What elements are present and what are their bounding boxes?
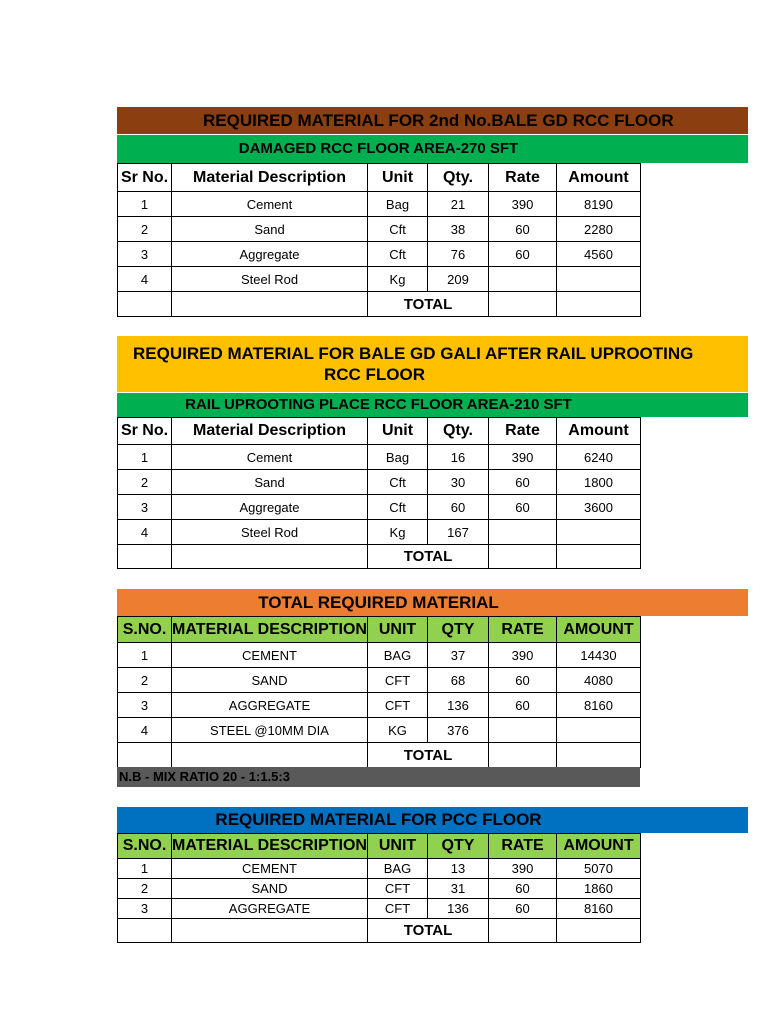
empty-cell [118, 292, 172, 317]
cell-amount: 6240 [557, 445, 641, 470]
cell-qty: 76 [428, 242, 489, 267]
cell-amount: 4080 [557, 668, 641, 693]
cell-qty: 30 [428, 470, 489, 495]
section2-title-line2: RCC FLOOR [323, 365, 426, 384]
section1-title-banner [117, 107, 748, 134]
empty-cell [489, 743, 557, 768]
cell-description: Sand [172, 470, 368, 495]
section1-title: REQUIRED MATERIAL FOR 2nd No.BALE GD RCC FLOOR [203, 111, 674, 130]
header-unit: UNIT [368, 617, 428, 643]
cell-qty: 376 [428, 718, 489, 743]
empty-cell [172, 292, 368, 317]
empty-cell [118, 545, 172, 569]
total-row [118, 743, 641, 768]
header-amount: AMOUNT [557, 834, 641, 859]
cell-rate [489, 718, 557, 743]
empty-cell [489, 292, 557, 317]
table-row [118, 242, 641, 267]
section4-table [117, 833, 641, 943]
table-row [118, 859, 641, 879]
cell-rate: 60 [489, 495, 557, 520]
section3-title: TOTAL REQUIRED MATERIAL [258, 593, 499, 612]
cell-unit: BAG [368, 859, 428, 879]
total-label: TOTAL [368, 743, 489, 768]
cell-sr: 3 [118, 495, 172, 520]
cell-qty: 209 [428, 267, 489, 292]
header-rate: RATE [489, 834, 557, 859]
section2-title-banner [117, 336, 748, 392]
header-amount: Amount [557, 418, 641, 445]
header-qty: Qty. [428, 418, 489, 445]
table-row [118, 445, 641, 470]
cell-rate: 390 [489, 643, 557, 668]
table-row [118, 899, 641, 919]
mix-ratio-note [117, 767, 640, 787]
cell-rate: 390 [489, 859, 557, 879]
section1-table [117, 163, 641, 317]
section2-subtitle: RAIL UPROOTING PLACE RCC FLOOR AREA-210 SFT [185, 396, 572, 413]
empty-cell [489, 545, 557, 569]
cell-rate: 60 [489, 879, 557, 899]
table-header-row [118, 164, 641, 192]
table-row [118, 520, 641, 545]
cell-rate: 60 [489, 668, 557, 693]
cell-unit: Bag [368, 192, 428, 217]
cell-sr: 3 [118, 693, 172, 718]
cell-qty: 60 [428, 495, 489, 520]
empty-cell [489, 919, 557, 943]
cell-description: STEEL @10MM DIA [172, 718, 368, 743]
empty-cell [557, 545, 641, 569]
cell-qty: 136 [428, 899, 489, 919]
cell-qty: 37 [428, 643, 489, 668]
cell-description: Steel Rod [172, 520, 368, 545]
cell-sr: 1 [118, 859, 172, 879]
cell-description: Steel Rod [172, 267, 368, 292]
cell-unit: KG [368, 718, 428, 743]
cell-unit: Kg [368, 267, 428, 292]
cell-unit: Bag [368, 445, 428, 470]
header-sr: S.NO. [118, 834, 172, 859]
table-row [118, 668, 641, 693]
cell-description: SAND [172, 879, 368, 899]
cell-description: Aggregate [172, 495, 368, 520]
cell-description: AGGREGATE [172, 899, 368, 919]
cell-amount: 8160 [557, 899, 641, 919]
header-unit: Unit [368, 418, 428, 445]
table-row [118, 879, 641, 899]
header-unit: Unit [368, 164, 428, 192]
cell-amount: 1860 [557, 879, 641, 899]
cell-amount: 2280 [557, 217, 641, 242]
total-row [118, 292, 641, 317]
cell-sr: 3 [118, 899, 172, 919]
cell-rate: 390 [489, 192, 557, 217]
cell-sr: 4 [118, 267, 172, 292]
cell-amount [557, 520, 641, 545]
table-row [118, 643, 641, 668]
cell-unit: BAG [368, 643, 428, 668]
cell-amount: 4560 [557, 242, 641, 267]
header-rate: Rate [489, 418, 557, 445]
cell-sr: 2 [118, 470, 172, 495]
section3-title-banner [117, 589, 748, 616]
cell-amount [557, 718, 641, 743]
cell-qty: 167 [428, 520, 489, 545]
cell-unit: CFT [368, 899, 428, 919]
cell-qty: 13 [428, 859, 489, 879]
empty-cell [557, 919, 641, 943]
section2-title-line1: REQUIRED MATERIAL FOR BALE GD GALI AFTER RAIL UPROOTING [133, 344, 694, 363]
header-qty: QTY [428, 617, 489, 643]
cell-sr: 1 [118, 192, 172, 217]
cell-sr: 1 [118, 643, 172, 668]
section4-title-banner [117, 807, 748, 833]
cell-amount: 14430 [557, 643, 641, 668]
header-amount: AMOUNT [557, 617, 641, 643]
cell-qty: 136 [428, 693, 489, 718]
total-label: TOTAL [368, 545, 489, 569]
header-sr: Sr No. [118, 164, 172, 192]
cell-sr: 1 [118, 445, 172, 470]
cell-qty: 21 [428, 192, 489, 217]
header-sr: S.NO. [118, 617, 172, 643]
cell-unit: Cft [368, 217, 428, 242]
table-row [118, 718, 641, 743]
cell-description: Cement [172, 192, 368, 217]
table-row [118, 495, 641, 520]
cell-description: Sand [172, 217, 368, 242]
header-qty: Qty. [428, 164, 489, 192]
cell-rate: 60 [489, 242, 557, 267]
cell-qty: 31 [428, 879, 489, 899]
empty-cell [557, 292, 641, 317]
table-row [118, 693, 641, 718]
cell-unit: Cft [368, 470, 428, 495]
cell-sr: 2 [118, 668, 172, 693]
header-description: MATERIAL DESCRIPTION [172, 617, 368, 643]
cell-rate [489, 520, 557, 545]
header-rate: RATE [489, 617, 557, 643]
table-row [118, 267, 641, 292]
header-sr: Sr No. [118, 418, 172, 445]
cell-rate: 390 [489, 445, 557, 470]
table-row [118, 217, 641, 242]
table-row [118, 192, 641, 217]
total-row [118, 919, 641, 943]
cell-qty: 38 [428, 217, 489, 242]
cell-rate [489, 267, 557, 292]
header-description: Material Description [172, 164, 368, 192]
mix-ratio-note-text: N.B - MIX RATIO 20 - 1:1.5:3 [119, 769, 290, 784]
header-amount: Amount [557, 164, 641, 192]
cell-unit: CFT [368, 668, 428, 693]
cell-unit: Cft [368, 495, 428, 520]
empty-cell [172, 919, 368, 943]
cell-rate: 60 [489, 899, 557, 919]
cell-amount [557, 267, 641, 292]
empty-cell [557, 743, 641, 768]
cell-rate: 60 [489, 470, 557, 495]
empty-cell [118, 919, 172, 943]
empty-cell [118, 743, 172, 768]
header-description: MATERIAL DESCRIPTION [172, 834, 368, 859]
cell-amount: 3600 [557, 495, 641, 520]
cell-rate: 60 [489, 217, 557, 242]
cell-qty: 16 [428, 445, 489, 470]
cell-unit: CFT [368, 879, 428, 899]
cell-description: Cement [172, 445, 368, 470]
total-row [118, 545, 641, 569]
cell-amount: 8160 [557, 693, 641, 718]
total-label: TOTAL [368, 919, 489, 943]
table-header-row [118, 617, 641, 643]
cell-amount: 1800 [557, 470, 641, 495]
table-header-row [118, 418, 641, 445]
header-rate: Rate [489, 164, 557, 192]
section3-table [117, 616, 641, 768]
cell-sr: 4 [118, 718, 172, 743]
total-label: TOTAL [368, 292, 489, 317]
cell-description: CEMENT [172, 859, 368, 879]
header-qty: QTY [428, 834, 489, 859]
cell-sr: 3 [118, 242, 172, 267]
section1-subtitle: DAMAGED RCC FLOOR AREA-270 SFT [238, 140, 519, 157]
cell-sr: 2 [118, 879, 172, 899]
section2-table [117, 417, 641, 569]
cell-description: CEMENT [172, 643, 368, 668]
header-description: Material Description [172, 418, 368, 445]
header-unit: UNIT [368, 834, 428, 859]
cell-rate: 60 [489, 693, 557, 718]
table-header-row [118, 834, 641, 859]
cell-unit: Cft [368, 242, 428, 267]
cell-qty: 68 [428, 668, 489, 693]
cell-amount: 5070 [557, 859, 641, 879]
empty-cell [172, 743, 368, 768]
empty-cell [172, 545, 368, 569]
cell-description: AGGREGATE [172, 693, 368, 718]
cell-unit: Kg [368, 520, 428, 545]
section4-title: REQUIRED MATERIAL FOR PCC FLOOR [215, 810, 542, 829]
cell-amount: 8190 [557, 192, 641, 217]
section1-subtitle-banner [117, 135, 748, 163]
cell-sr: 4 [118, 520, 172, 545]
cell-sr: 2 [118, 217, 172, 242]
cell-unit: CFT [368, 693, 428, 718]
table-row [118, 470, 641, 495]
cell-description: Aggregate [172, 242, 368, 267]
section2-subtitle-banner [117, 393, 748, 417]
cell-description: SAND [172, 668, 368, 693]
